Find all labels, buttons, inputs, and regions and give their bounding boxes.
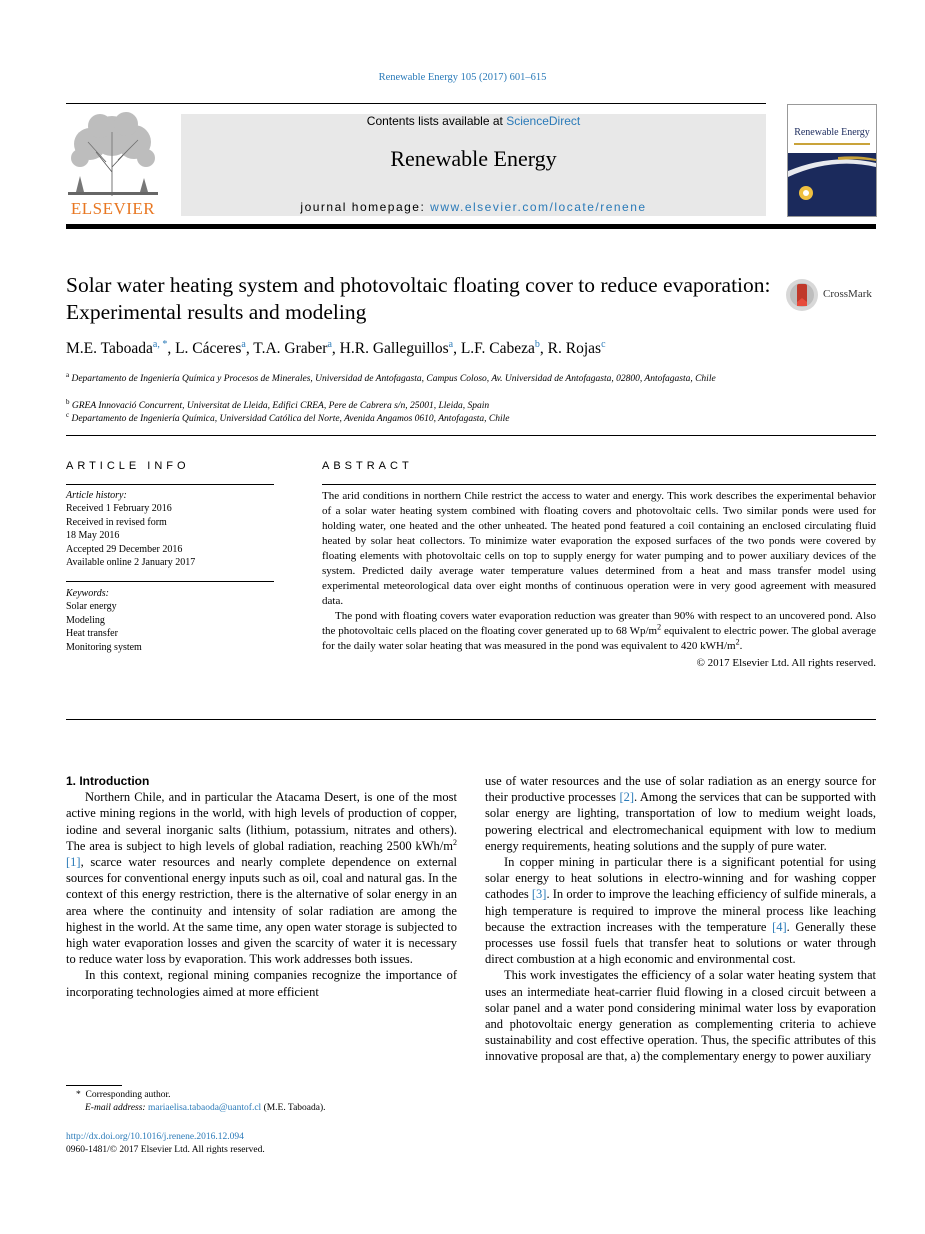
author[interactable]: R. Rojas bbox=[547, 340, 602, 358]
journal-cover[interactable] bbox=[787, 104, 877, 217]
affiliation-mark: c bbox=[66, 411, 70, 419]
elsevier-logo bbox=[66, 112, 160, 218]
body-text: , scarce water resources and nearly complete dependence on external sources for conventional energy inputs such as oil, coal and natural gas. In the context of this energy restriction, there is the alternative of solar energy in an area where the continuity and intensity of solar radiation are among the highest in the world. At the same time, any open water storage is subjected to high water evaporation losses and given the scarcity of water it is necessary to reduce water loss by evaporation. This work addresses both issues. bbox=[66, 855, 457, 967]
reference-link[interactable]: [3] bbox=[531, 887, 547, 902]
journal-title: Renewable Energy bbox=[390, 146, 557, 171]
cover-title: Renewable Energy bbox=[794, 127, 870, 138]
body-paragraph bbox=[485, 854, 876, 967]
cover-image bbox=[788, 153, 876, 216]
reference-link[interactable]: [2] bbox=[619, 790, 635, 805]
issn-line: 0960-1481/© 2017 Elsevier Ltd. All rights reserved. bbox=[66, 1145, 265, 1155]
author-affiliation-mark[interactable]: c bbox=[601, 339, 606, 350]
body-paragraph: This work investigates the efficiency of a solar water heating system that uses an intermediate heat-carrier fluid flowing in a closed circuit between a solar panel and a water pond considering minimal water loss by evaporation and photovoltaic energy generation as complementing criteria to achieve sustainability and cost effective operation. Thus, the specific attributes of this innovative proposal are that, a) the complementary energy to power auxiliary bbox=[485, 968, 876, 1064]
keyword: Heat transfer bbox=[66, 628, 118, 640]
affiliation-rule bbox=[66, 435, 876, 436]
history-item: Accepted 29 December 2016 bbox=[66, 543, 183, 555]
sun-icon bbox=[788, 153, 876, 216]
article-history bbox=[66, 489, 195, 569]
affiliation bbox=[66, 409, 756, 426]
author-affiliation-mark[interactable]: a bbox=[448, 339, 454, 350]
keywords bbox=[66, 587, 142, 654]
footnote-mark: * bbox=[76, 1090, 81, 1100]
history-label: Article history: bbox=[66, 490, 127, 501]
abstract-paragraph: The arid conditions in northern Chile restrict the access to water and energy. This work describes the experimental behavior of a solar water heating system combined with floating covers and photovoltaic cells. Two similar ponds were used for holding water, one heated and the other unheated. The heated pond featured a coil containing an enclosed circulating fluid heated by solar heat collectors. To minimize water evaporation the exposed surfaces of the two ponds were covered by floating elements with photovoltaic cells on top to supply energy for water pumping and to power auxiliary devices of the system. Predicted daily average water temperature values determined from a heat and mass transfer model using experimental meteorological data over eight months of continuous operation were in very good agreement with measured data. bbox=[322, 490, 876, 607]
keywords-label: Keywords: bbox=[66, 588, 109, 599]
history-item: Received 1 February 2016 bbox=[66, 503, 172, 515]
author[interactable]: L. Cáceres bbox=[175, 340, 242, 358]
footnote-text: Corresponding author. bbox=[85, 1090, 171, 1100]
body-text: use of water resources and the use of solar radiation as an energy source for their productive processes bbox=[485, 774, 876, 805]
superscript: 2 bbox=[453, 837, 457, 847]
crossmark-label: CrossMark bbox=[823, 288, 872, 300]
affiliation-text: Departamento de Ingeniería Química, Universidad Católica del Norte, Avenida Angamos 0610, Antofagasta, Chile bbox=[71, 414, 510, 425]
history-item: Received in revised form bbox=[66, 516, 167, 528]
body-paragraph: In this context, regional mining companies recognize the importance of incorporating technologies aimed at more efficient bbox=[66, 968, 457, 999]
author[interactable]: T.A. Graber bbox=[253, 340, 328, 358]
affiliation-mark: a bbox=[66, 371, 70, 379]
email-suffix: (M.E. Taboada). bbox=[261, 1103, 326, 1113]
email-label: E-mail address: bbox=[85, 1103, 148, 1113]
journal-header-box bbox=[181, 114, 766, 216]
body-text: . In order to improve the leaching efficiency of sulfide minerals, a high temperature is required to improve the mineral process like leaching because the extraction increases with the temperature bbox=[485, 887, 876, 934]
affiliation-text: GREA Innovació Concurrent, Universitat de Lleida, Edifici CREA, Pere de Cabrera s/n, 25001, Lleida, Spain bbox=[71, 401, 490, 412]
abstract-paragraph bbox=[322, 609, 876, 654]
author[interactable]: H.R. Galleguillos bbox=[339, 340, 449, 358]
keyword: Solar energy bbox=[66, 601, 117, 613]
history-item: 18 May 2016 bbox=[66, 530, 120, 542]
homepage-link[interactable]: www.elsevier.com/locate/renene bbox=[430, 200, 647, 214]
author-list: M.E. Taboada$^{a, *}$, L. Cáceres$^a$, T.A. Graber$^a$, H.R. Galleguillos$^a$, L.F. Cabeza$^b$, R. Rojas$^c$ bbox=[66, 339, 606, 358]
header-bottom-rule bbox=[66, 224, 876, 229]
email-footnote bbox=[85, 1102, 326, 1115]
article-info-heading: ARTICLE INFO bbox=[66, 460, 190, 472]
keywords-rule bbox=[66, 581, 274, 582]
body-left-column bbox=[66, 773, 457, 1000]
author-affiliation-mark[interactable]: b bbox=[534, 339, 540, 350]
abstract-bottom-rule bbox=[66, 719, 876, 720]
affiliation-text: Departamento de Ingeniería Química y Procesos de Minerales, Universidad de Antofagasta, Campus Coloso, Av. Universidad de Antofagasta, 02800, Antofagasta, Chile bbox=[71, 374, 716, 385]
contents-available bbox=[181, 114, 766, 128]
body-text: . Generally these processes use fossil fuels that transfer heat to solutions or water through direct combustion at a high economic and environmental cost. bbox=[485, 919, 876, 967]
affiliation bbox=[66, 369, 756, 386]
body-right-column bbox=[485, 773, 876, 1065]
body-text: . Among the services that can be supported with solar energy are lighting, transportation of low to medium weight loads, powering electrical and electromechanical equipment with low to medium energy requirements, heating solutions and the supply of pure water. bbox=[485, 790, 877, 853]
corresponding-footnote bbox=[76, 1089, 170, 1102]
sciencedirect-link[interactable]: ScienceDirect bbox=[506, 114, 581, 128]
superscript: 2 bbox=[735, 637, 740, 647]
article-info-rule bbox=[66, 484, 274, 485]
elsevier-wordmark: ELSEVIER bbox=[70, 199, 156, 218]
header-top-rule bbox=[66, 103, 766, 104]
elsevier-tree-icon bbox=[66, 112, 160, 198]
section-heading: 1. Introduction bbox=[66, 774, 150, 788]
author[interactable]: M.E. Taboada bbox=[66, 340, 153, 358]
contents-prefix: Contents lists available at bbox=[366, 114, 507, 128]
abstract-text: The pond with floating covers water evaporation reduction was greater than 90% with respect to an uncovered pond. Also the photovoltaic cells placed on the floating cover generated up to 68 Wp/m bbox=[322, 610, 876, 637]
body-paragraph bbox=[66, 789, 457, 967]
crossmark-badge[interactable] bbox=[785, 278, 877, 312]
abstract-text: equivalent to electric power. The global average for the daily water solar heating that was measured in the pond was equivalent to 420 kWH/m bbox=[322, 625, 876, 652]
author-affiliation-mark[interactable]: a bbox=[241, 339, 246, 350]
abstract-rule bbox=[322, 484, 876, 485]
journal-homepage bbox=[181, 200, 766, 214]
body-text: In copper mining in particular there is a significant potential for using solar energy to heat solutions in electro-winning and for washing copper cathodes bbox=[485, 855, 876, 902]
author[interactable]: L.F. Cabeza bbox=[460, 340, 535, 358]
keyword: Modeling bbox=[66, 614, 105, 626]
abstract-body bbox=[322, 489, 876, 671]
affiliation-mark: b bbox=[66, 398, 70, 406]
crossmark-icon bbox=[785, 278, 819, 312]
doi-link[interactable]: http://dx.doi.org/10.1016/j.renene.2016.12.094 bbox=[66, 1132, 244, 1142]
article-title: Solar water heating system and photovoltaic floating cover to reduce evaporation: Experimental results and modeling bbox=[66, 273, 771, 324]
journal-citation[interactable]: Renewable Energy 105 (2017) 601–615 bbox=[378, 72, 547, 83]
body-text: Northern Chile, and in particular the Atacama Desert, is one of the most active mining regions in the world, with high levels of production of copper, iodine and several inorganic salts (lithium, potassium, nitrates and others). The area is subject to high levels of global radiation, reaching 2500 kWh/m bbox=[66, 790, 457, 853]
footnote-rule bbox=[66, 1085, 122, 1086]
abstract-copyright: © 2017 Elsevier Ltd. All rights reserved. bbox=[696, 657, 876, 669]
abstract-heading: ABSTRACT bbox=[322, 460, 413, 472]
body-paragraph bbox=[485, 773, 876, 854]
abstract-text: . bbox=[739, 640, 743, 652]
author-affiliation-mark[interactable]: a, * bbox=[152, 339, 168, 350]
keyword: Monitoring system bbox=[66, 641, 142, 653]
author-affiliation-mark[interactable]: a bbox=[327, 339, 332, 350]
email-link[interactable]: mariaelisa.tabaoda@uantof.cl bbox=[147, 1103, 262, 1113]
homepage-prefix: journal homepage: bbox=[300, 200, 431, 214]
cover-stripe bbox=[794, 143, 870, 145]
reference-link[interactable]: [4] bbox=[772, 919, 787, 934]
reference-link[interactable]: [1] bbox=[66, 855, 81, 870]
history-item: Available online 2 January 2017 bbox=[66, 557, 196, 569]
superscript: 2 bbox=[657, 622, 662, 632]
